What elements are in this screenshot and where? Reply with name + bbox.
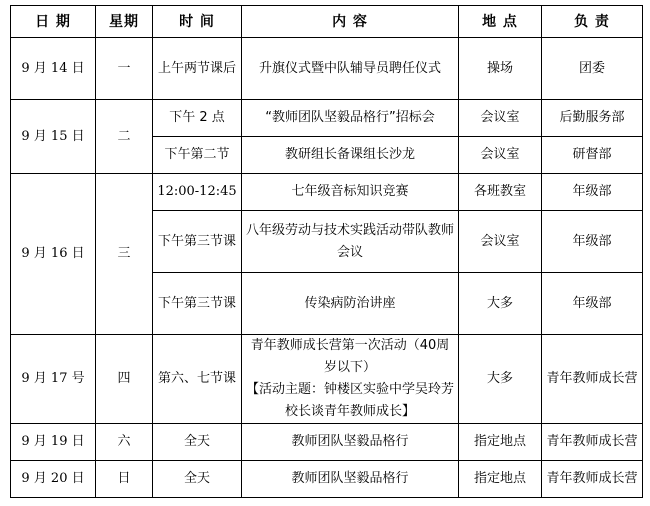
table-row (11, 174, 643, 211)
cell-place: 操场 (459, 38, 542, 100)
cell-content-line: 青年教师成长营第一次活动（40周岁以下） (250, 338, 450, 375)
table-row (11, 461, 643, 498)
cell-owner: 青年教师成长营 (542, 335, 643, 424)
cell-place: 大多 (459, 335, 542, 424)
cell-owner: 青年教师成长营 (542, 424, 643, 461)
cell-owner: 年级部 (542, 174, 643, 211)
cell-place: 大多 (459, 273, 542, 335)
header-content: 内 容 (242, 6, 459, 38)
table-row (11, 424, 643, 461)
cell-content: “教师团队坚毅品格行”招标会 (242, 100, 459, 137)
cell-owner: 团委 (542, 38, 643, 100)
cell-place: 会议室 (459, 100, 542, 137)
cell-owner: 年级部 (542, 273, 643, 335)
cell-weekday: 一 (96, 38, 153, 100)
cell-date: 9 月 15 日 (11, 100, 96, 174)
cell-date: 9 月 14 日 (11, 38, 96, 100)
table-header-row (11, 6, 643, 38)
cell-owner: 后勤服务部 (542, 100, 643, 137)
cell-weekday: 日 (96, 461, 153, 498)
activity-theme: 【活动主题：钟楼区实验中学吴玲芳校长谈青年教师成长】 (245, 382, 454, 419)
cell-time: 下午第三节课 (153, 273, 242, 335)
header-date: 日 期 (11, 6, 96, 38)
cell-place: 各班教室 (459, 174, 542, 211)
cell-time: 上午两节课后 (153, 38, 242, 100)
table-row (11, 100, 643, 137)
cell-date: 9 月 19 日 (11, 424, 96, 461)
cell-owner: 年级部 (542, 211, 643, 273)
cell-time: 下午第三节课 (153, 211, 242, 273)
cell-weekday: 四 (96, 335, 153, 424)
cell-time: 第六、七节课 (153, 335, 242, 424)
cell-date: 9 月 17 号 (11, 335, 96, 424)
header-place: 地 点 (459, 6, 542, 38)
table-row (11, 335, 643, 424)
cell-content: 教师团队坚毅品格行 (242, 461, 459, 498)
schedule-table (10, 5, 643, 498)
cell-content (242, 335, 459, 424)
cell-content: 传染病防治讲座 (242, 273, 459, 335)
cell-place: 会议室 (459, 137, 542, 174)
header-weekday: 星期 (96, 6, 153, 38)
cell-owner: 研督部 (542, 137, 643, 174)
cell-content: 八年级劳动与技术实践活动带队教师会议 (242, 211, 459, 273)
cell-weekday: 六 (96, 424, 153, 461)
cell-time: 12:00-12:45 (153, 174, 242, 211)
cell-place: 指定地点 (459, 461, 542, 498)
header-owner: 负 责 (542, 6, 643, 38)
cell-content: 教研组长备课组长沙龙 (242, 137, 459, 174)
cell-weekday: 二 (96, 100, 153, 174)
cell-place: 会议室 (459, 211, 542, 273)
cell-place: 指定地点 (459, 424, 542, 461)
cell-content: 升旗仪式暨中队辅导员聘任仪式 (242, 38, 459, 100)
cell-time: 全天 (153, 424, 242, 461)
cell-content: 教师团队坚毅品格行 (242, 424, 459, 461)
cell-time: 下午第二节 (153, 137, 242, 174)
cell-weekday: 三 (96, 174, 153, 335)
cell-owner: 青年教师成长营 (542, 461, 643, 498)
cell-time: 全天 (153, 461, 242, 498)
header-time: 时 间 (153, 6, 242, 38)
cell-content: 七年级音标知识竞赛 (242, 174, 459, 211)
cell-time: 下午 2 点 (153, 100, 242, 137)
table-row (11, 38, 643, 100)
cell-date: 9 月 16 日 (11, 174, 96, 335)
cell-date: 9 月 20 日 (11, 461, 96, 498)
